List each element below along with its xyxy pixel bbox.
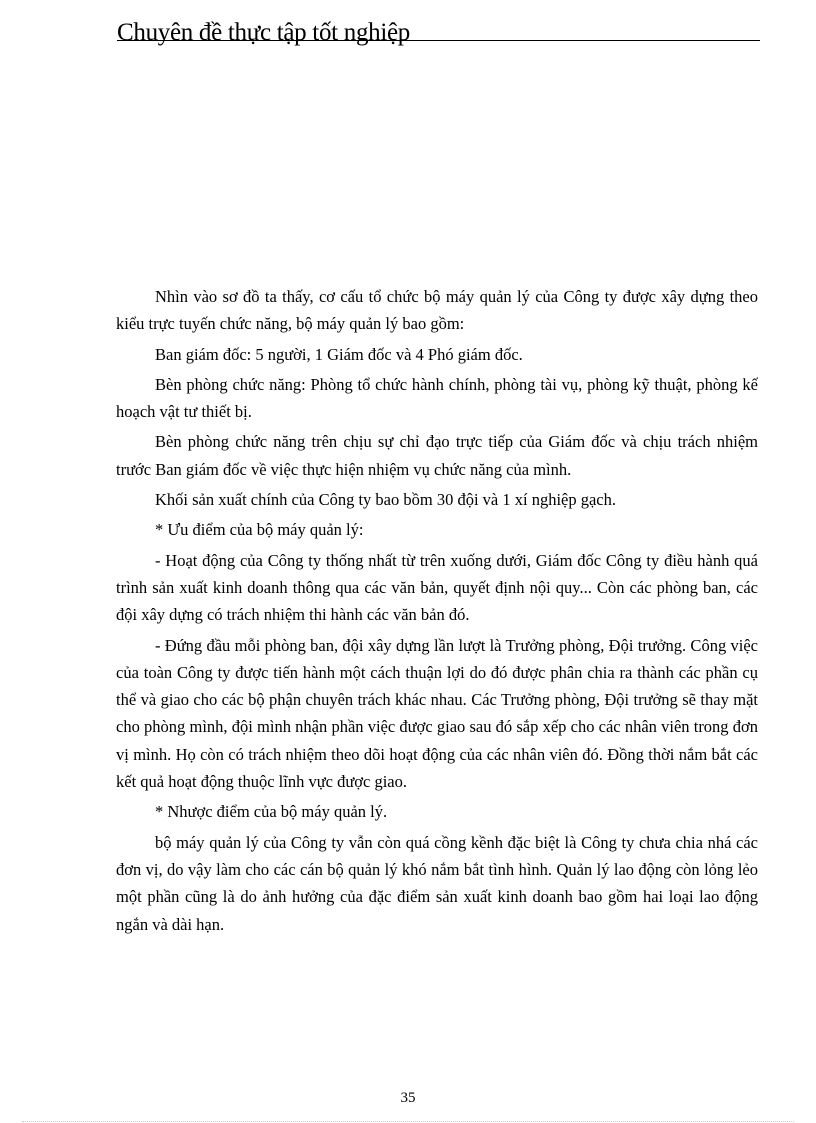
paragraph: Bèn phòng chức năng trên chịu sự chỉ đạo trực tiếp của Giám đốc và chịu trách nhiệm trước Ban giám đốc về việc thực hiện nhiệm vụ chức năng của mình. bbox=[116, 432, 758, 479]
advantages-heading: * Ưu điểm của bộ máy quản lý: bbox=[155, 520, 364, 540]
paragraph: - Hoạt động của Công ty thống nhất từ trên xuống dưới, Giám đốc Công ty điều hành quá trình sản xuất kinh doanh thông qua các văn bản, quyết định nội quy... Còn các phòng ban, các đội xây dựng có trách nhiệm thi hành các văn bản đó. bbox=[116, 550, 758, 625]
paragraph: Ban giám đốc: 5 người, 1 Giám đốc và 4 Phó giám đốc. bbox=[155, 344, 523, 364]
header-title: Chuyên đề thực tập tốt nghiệp bbox=[117, 19, 410, 46]
paragraph: Bèn phòng chức năng: Phòng tổ chức hành chính, phòng tài vụ, phòng kỹ thuật, phòng kế hoạch vật tư thiết bị. bbox=[116, 374, 758, 422]
document-body bbox=[116, 283, 758, 941]
paragraph: Nhìn vào sơ đồ ta thấy, cơ cấu tổ chức bộ máy quản lý của Công ty được xây dựng theo kiểu trực tuyến chức năng, bộ máy quản lý bao gồm: bbox=[116, 287, 758, 334]
header-rule bbox=[117, 40, 760, 41]
paragraph: - Đứng đầu mỗi phòng ban, đội xây dựng lần lượt là Trưởng phòng, Đội trưởng. Công việc của toàn Công ty được tiến hành một cách thuận lợi do đó được phân chia ra thành các phần cụ thể và giao cho các bộ phận chuyên trách khác nhau. Các Trưởng phòng, Đội trưởng sẽ thay mặt cho phòng mình, đội mình nhận phần việc được giao sau đó sắp xếp cho các nhân viên trong đơn vị mình. Họ còn có trách nhiệm theo dõi hoạt động của các nhân viên đó. Đồng thời nắm bắt các kết quả hoạt động thuộc lĩnh vực được giao. bbox=[116, 635, 758, 792]
page-header bbox=[117, 18, 760, 44]
paragraph: bộ máy quản lý của Công ty vẫn còn quá cồng kềnh đặc biệt là Công ty chưa chia nhá các đơn vị, do vậy làm cho các cán bộ quản lý khó nắm bắt tình hình. Quản lý lao động còn lỏng lẻo một phần cũng là do ảnh hưởng của đặc điểm sản xuất kinh doanh bao gồm hai loại lao động ngắn và dài hạn. bbox=[116, 832, 758, 934]
paragraph: Khối sản xuất chính của Công ty bao bồm 30 đội và 1 xí nghiệp gạch. bbox=[155, 490, 617, 510]
page-number: 35 bbox=[400, 1090, 416, 1106]
disadvantages-heading: * Nhược điểm của bộ máy quản lý. bbox=[155, 802, 388, 822]
footer-rule bbox=[22, 1121, 794, 1122]
